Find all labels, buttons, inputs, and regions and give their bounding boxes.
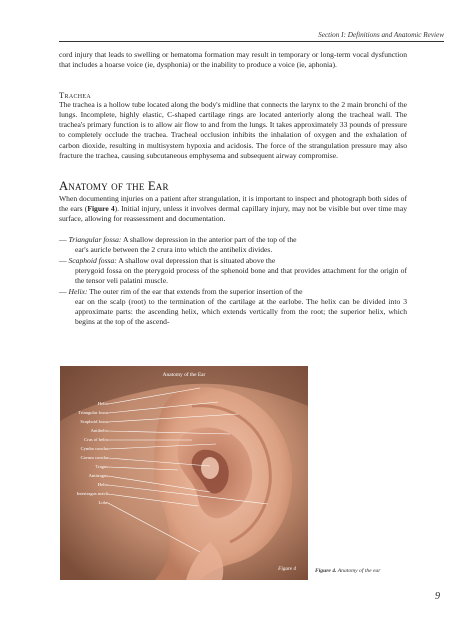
arrow-lobe xyxy=(108,503,200,552)
figure-caption xyxy=(315,568,380,574)
definition-dash: — xyxy=(59,235,67,244)
label-tragus: Tragus xyxy=(95,464,108,469)
definition-rest: ear on the scalp (root) to the termination of the cartilage at the earlobe. The helix can be divided into 3 approximate parts: the ascending helix, which extends vertically from the root; the superior helix, which begins at the top of the ascend- xyxy=(75,297,407,327)
definition-term: Helix: xyxy=(68,287,88,296)
label-scaphoid-fossa: Scaphoid fossa xyxy=(80,419,108,424)
arrow-tragus xyxy=(108,467,178,470)
header-rule xyxy=(59,41,444,42)
figure-title: Anatomy of the Ear xyxy=(162,372,206,378)
label-cavum-concha: Cavum concha xyxy=(80,455,108,460)
arrow-helix-lower xyxy=(108,485,268,504)
definition-rest: pterygoid fossa on the pterygoid process of the sphenoid bone and that provides attachment for the origin of the tensor veli palatini muscle. xyxy=(75,266,407,286)
definition-helix xyxy=(59,287,407,328)
definition-triangular-fossa xyxy=(59,235,407,255)
page-number: 9 xyxy=(435,591,440,602)
label-lobe: Lobe xyxy=(98,500,108,505)
caption-figure-number: Figure 4. xyxy=(315,568,337,574)
label-crus-of-helix: Crus of helix xyxy=(84,437,108,442)
caption-text: Anatomy of the ear xyxy=(336,568,381,574)
arrow-helix xyxy=(108,388,200,404)
definition-scaphoid-fossa xyxy=(59,256,407,286)
anatomy-heading: Anatomy of the Ear xyxy=(59,179,169,193)
definition-line: The outer rim of the ear that extends from the superior insertion of the xyxy=(87,287,303,296)
arrow-antihelix xyxy=(108,431,230,434)
definition-term: Scaphoid fossa: xyxy=(68,256,117,265)
definition-line: A shallow depression in the anterior part of the top of the xyxy=(121,235,297,244)
arrow-intertragus-notch xyxy=(108,494,198,506)
trachea-heading: Trachea xyxy=(59,90,92,100)
anatomy-paragraph xyxy=(59,194,407,224)
label-cymba-concha: Cymba concha xyxy=(80,446,108,451)
definition-rest: ear's auricle between the 2 crura into which the antihelix divides. xyxy=(75,245,273,255)
label-helix: Helix xyxy=(97,401,108,406)
trachea-paragraph: The trachea is a hollow tube located along the body's midline that connects the larynx to the 2 main bronchi of the lungs. Incomplete, highly elastic, C-shaped cartilage rings are located anteriorly along the tracheal wall. The trachea's primary function is to allow air flow to and from the lungs. It takes approximately 33 pounds of pressure to completely occlude the trachea. Tracheal occlusion inhibits the inhalation of oxygen and the exhalation of carbon dioxide, resulting in multisystem hypoxia and acidosis. The force of the strangulation pressure may also fracture the trachea, causing subcutaneous emphysema and subsequent airway compromise. xyxy=(59,100,407,160)
running-header: Section I: Definitions and Anatomic Review xyxy=(318,31,444,39)
definition-line: A shallow oval depression that is situated above the xyxy=(116,256,276,265)
arrow-cymba-concha xyxy=(108,444,216,449)
label-triangular-fossa: Triangular fossa xyxy=(78,410,108,415)
label-antihelix: Antihelix xyxy=(90,428,108,433)
figure-inner-label: Figure 4 xyxy=(278,566,296,572)
definition-dash: — xyxy=(59,287,67,296)
intro-paragraph: cord injury that leads to swelling or hematoma formation may result in temporary or long-term vocal dysfunction that includes a hoarse voice (ie, dysphonia) or the inability to produce a voice (ie, aphonia). xyxy=(59,50,407,70)
definition-term: Triangular fossa: xyxy=(68,235,122,244)
arrow-antitragus xyxy=(108,476,210,492)
ear-anatomy-figure xyxy=(60,366,308,580)
label-intertragus-notch: Intertragus notch xyxy=(76,491,108,496)
anatomy-text-after: ). Initial injury, unless it involves dermal capillary injury, may not be visible but over time may surface, allowing for reassessment and documentation. xyxy=(59,204,407,224)
anatomy-text-before: When documenting injuries on a patient after strangulation, it is important to inspect and photograph both sides of the ears ( xyxy=(59,194,407,214)
arrow-cavum-concha xyxy=(108,458,210,466)
definition-dash: — xyxy=(59,256,67,265)
arrow-scaphoid-fossa xyxy=(108,414,238,422)
figure-reference: Figure 4 xyxy=(87,204,115,214)
arrow-triangular-fossa xyxy=(108,402,218,413)
label-antitragus: Antitragus xyxy=(88,473,108,478)
label-helix-lower: Helix xyxy=(97,482,108,487)
